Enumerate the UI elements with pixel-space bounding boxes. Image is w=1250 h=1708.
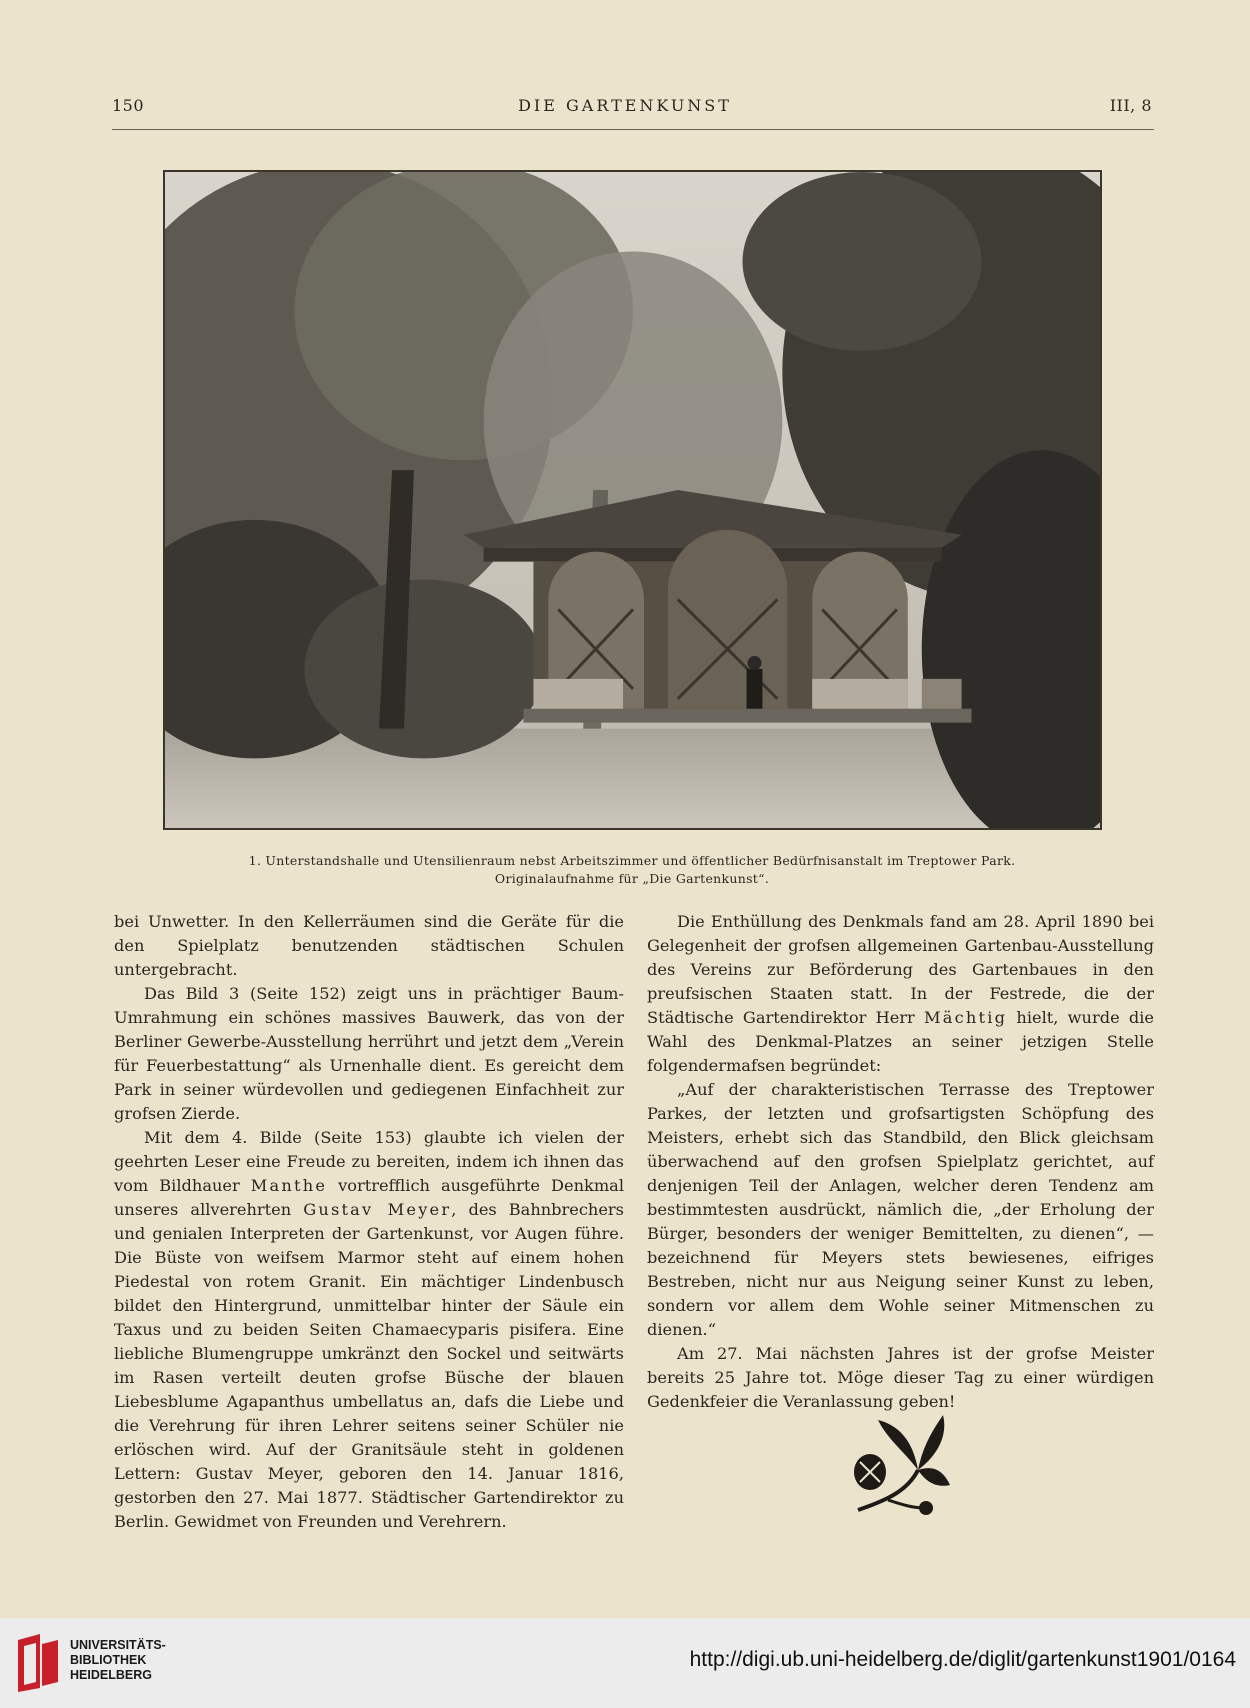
pavilion-photo-illustration bbox=[165, 172, 1100, 828]
caption-line-1: 1. Unterstandshalle und Utensilienraum nebst Arbeitszimmer und öffentlicher Bedürfnisanstalt im Treptower Park. bbox=[248, 853, 1016, 868]
left-text-column bbox=[114, 910, 624, 1534]
text-run: , des Bahnbrechers und genialen Interpreten der Gartenkunst, vor Augen führe. Die Büste von weifsem Marmor steht auf einem hohen Piedestal von rotem Granit. Ein mächtiger Lindenbusch bildet den Hintergrund, unmittelbar hinter der Säule ein Taxus und zu beiden Seiten Chamaecyparis pisifera. Eine liebliche Blumengruppe umkränzt den Sockel und seitwärts im Rasen verteilt deuten grofse Büsche der blauen Liebesblume Agapanthus umbellatus an, dafs die Liebe und die Verehrung für ihren Lehrer seitens seiner Schüler nie erlöschen wird. Auf der Granitsäule steht in goldenen Lettern: Gustav Meyer, geboren den 14. Januar 1816, gestorben den 27. Mai 1877. Städtischer Gartendirektor zu Berlin. Gewidmet von Freunden und Verehrern. bbox=[114, 1200, 624, 1531]
text-run: hielt, wurde die Wahl des Denkmal-Platzes an seiner jetzigen Stelle folgendermafsen begründet: bbox=[647, 1008, 1154, 1075]
paragraph bbox=[114, 1126, 624, 1534]
university-library-logo-icon bbox=[14, 1632, 64, 1694]
journal-title: DIE GARTENKUNST bbox=[518, 96, 732, 115]
page-number: 150 bbox=[112, 96, 145, 115]
text-run: Mit dem 4. Bilde (Seite 153) glaubte ich vielen der geehrten Leser eine Freude zu bereiten, indem ich ihnen das vom Bildhauer bbox=[114, 1128, 624, 1195]
caption-line-2: Originalaufnahme für „Die Gartenkunst“. bbox=[494, 871, 770, 886]
paragraph: Am 27. Mai nächsten Jahres ist der grofse Meister bereits 25 Jahre tot. Möge dieser Tag zu einer würdigen Gedenkfeier die Veranlassung geben! bbox=[647, 1344, 1154, 1411]
issue-number: III, 8 bbox=[1109, 96, 1152, 115]
header-rule bbox=[112, 129, 1154, 130]
paragraph: bei Unwetter. In den Kellerräumen sind die Geräte für die den Spielplatz benutzenden städtischen Schulen untergebracht. bbox=[114, 912, 624, 979]
source-url[interactable]: http://digi.ub.uni-heidelberg.de/diglit/gartenkunst1901/0164 bbox=[689, 1648, 1236, 1671]
digitization-footer bbox=[0, 1618, 1250, 1708]
figure-caption bbox=[112, 852, 1152, 888]
paragraph: Das Bild 3 (Seite 152) zeigt uns in prächtiger Baum-Umrahmung ein schönes massives Bauwerk, das von der Berliner Gewerbe-Ausstellung herrührt und jetzt dem „Verein für Feuerbestattung“ als Urnenhalle dient. Es gereicht dem Park in seiner würdevollen und gediegenen Einfachheit zur grofsen Zierde. bbox=[114, 984, 624, 1123]
paragraph: „Auf der charakteristischen Terrasse des Treptower Parkes, der letzten und grofsartigsten Schöpfung des Meisters, erhebt sich das Standbild, den Blick gleichsam überwachend auf den grofsen Spielplatz gerichtet, auf denjenigen Teil der Anlagen, welcher deren Tendenz am bestimmtesten ausdrückt, nämlich die, „der Erholung der Bürger, besonders der weniger Bemittelten, zu dienen“, — bezeichnend für Meyers stets bewiesenes, eifriges Bestreben, nicht nur aus Neigung seiner Kunst zu leben, sondern vor allem dem Wohle seiner Mitmenschen zu dienen.“ bbox=[647, 1080, 1154, 1339]
pavilion-photograph bbox=[163, 170, 1102, 830]
honoree-name: Gustav Meyer bbox=[303, 1200, 452, 1219]
text-run: vortrefflich ausgeführte Denkmal unseres allverehrten bbox=[114, 1176, 624, 1219]
library-name-line: BIBLIOTHEK bbox=[70, 1653, 147, 1667]
library-name-line: HEIDELBERG bbox=[70, 1668, 152, 1682]
director-name: Mächtig bbox=[924, 1008, 1008, 1027]
sculptor-name: Manthe bbox=[250, 1176, 328, 1195]
floral-ornament-icon bbox=[848, 1410, 953, 1520]
library-name bbox=[70, 1638, 166, 1683]
text-run: Die Enthüllung des Denkmals fand am 28. April 1890 bei Gelegenheit der grofsen allgemeinen Gartenbau-Ausstellung des Vereins zur Beförderung des Gartenbaues in den preufsischen Staaten statt. In der Festrede, die der Städtische Gartendirektor Herr bbox=[647, 912, 1154, 1027]
paragraph bbox=[647, 910, 1154, 1078]
library-name-line: UNIVERSITÄTS- bbox=[70, 1638, 166, 1652]
right-text-column bbox=[647, 910, 1154, 1414]
